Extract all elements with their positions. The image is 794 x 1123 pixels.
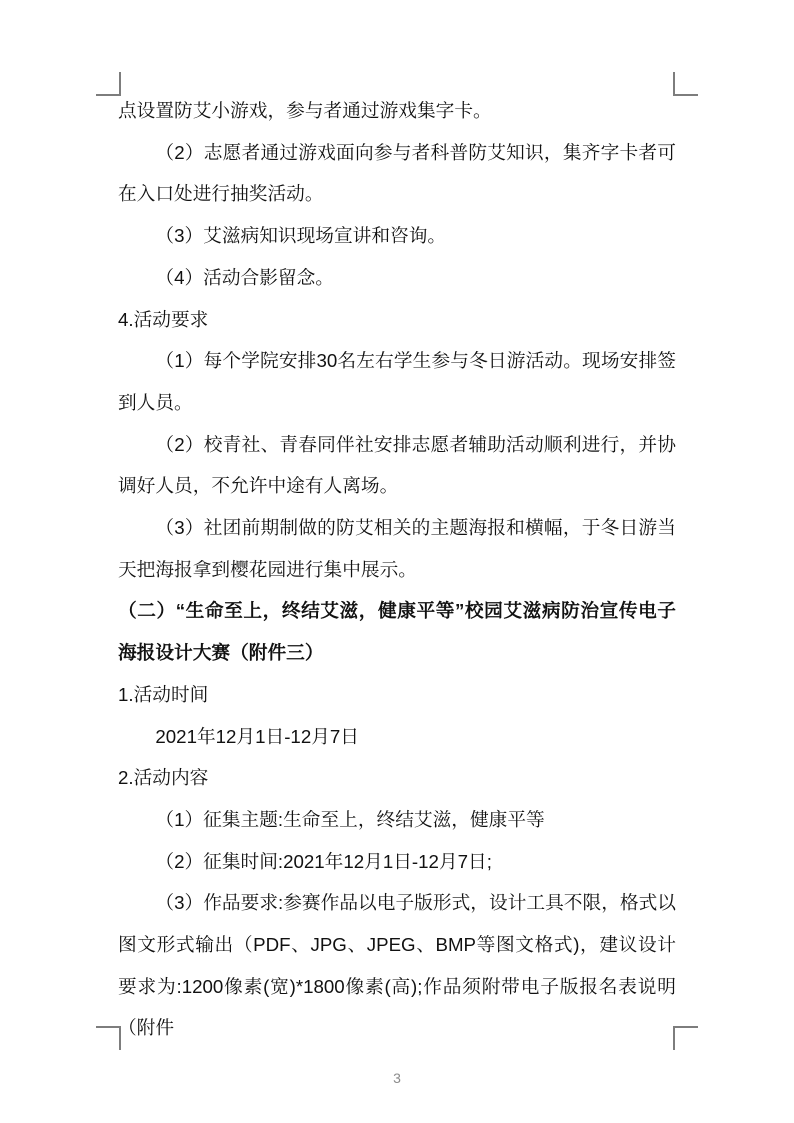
paragraph-list-item: （2）校青社、青春同伴社安排志愿者辅助活动顺利进行，并协调好人员，不允许中途有人离场。 [118, 433, 676, 497]
margin-mark-top-right-icon [673, 72, 698, 96]
section-heading: （二）“生命至上，终结艾滋，健康平等”校园艾滋病防治宣传电子海报设计大赛（附件三） [118, 600, 676, 664]
page-number: 3 [393, 1070, 401, 1086]
paragraph-list-item: （4）活动合影留念。 [155, 266, 334, 288]
paragraph-subheading: 2.活动内容 [118, 767, 209, 789]
paragraph-list-item: （2）征集时间:2021年12月1日-12月7日; [155, 850, 492, 872]
margin-mark-bottom-right-icon [673, 1026, 698, 1050]
paragraph-continuation: 点设置防艾小游戏，参与者通过游戏集字卡。 [118, 100, 492, 121]
paragraph-list-item: （3）社团前期制做的防艾相关的主题海报和横幅，于冬日游当天把海报拿到樱花园进行集中展示。 [118, 517, 676, 580]
paragraph-list-item: （3）艾滋病知识现场宣讲和咨询。 [155, 225, 447, 247]
paragraph-list-item: （1）征集主题:生命至上，终结艾滋，健康平等 [155, 808, 545, 830]
paragraph-list-item: （3）作品要求:参赛作品以电子版形式，设计工具不限，格式以图文形式输出（PDF、JPG、JPEG、BMP等图文格式)，建议设计要求为:1200像素(宽)*1800像素(高);作品须附带电子版报名表说明（附件 [118, 892, 676, 1039]
paragraph-date: 2021年12月1日-12月7日 [155, 725, 359, 747]
paragraph-subheading: 4.活动要求 [118, 308, 209, 330]
paragraph-subheading: 1.活动时间 [118, 683, 209, 705]
document-body [118, 90, 676, 1049]
paragraph-list-item: （2）志愿者通过游戏面向参与者科普防艾知识，集齐字卡者可在入口处进行抽奖活动。 [118, 141, 676, 205]
paragraph-list-item: （1）每个学院安排30名左右学生参与冬日游活动。现场安排签到人员。 [118, 350, 676, 413]
